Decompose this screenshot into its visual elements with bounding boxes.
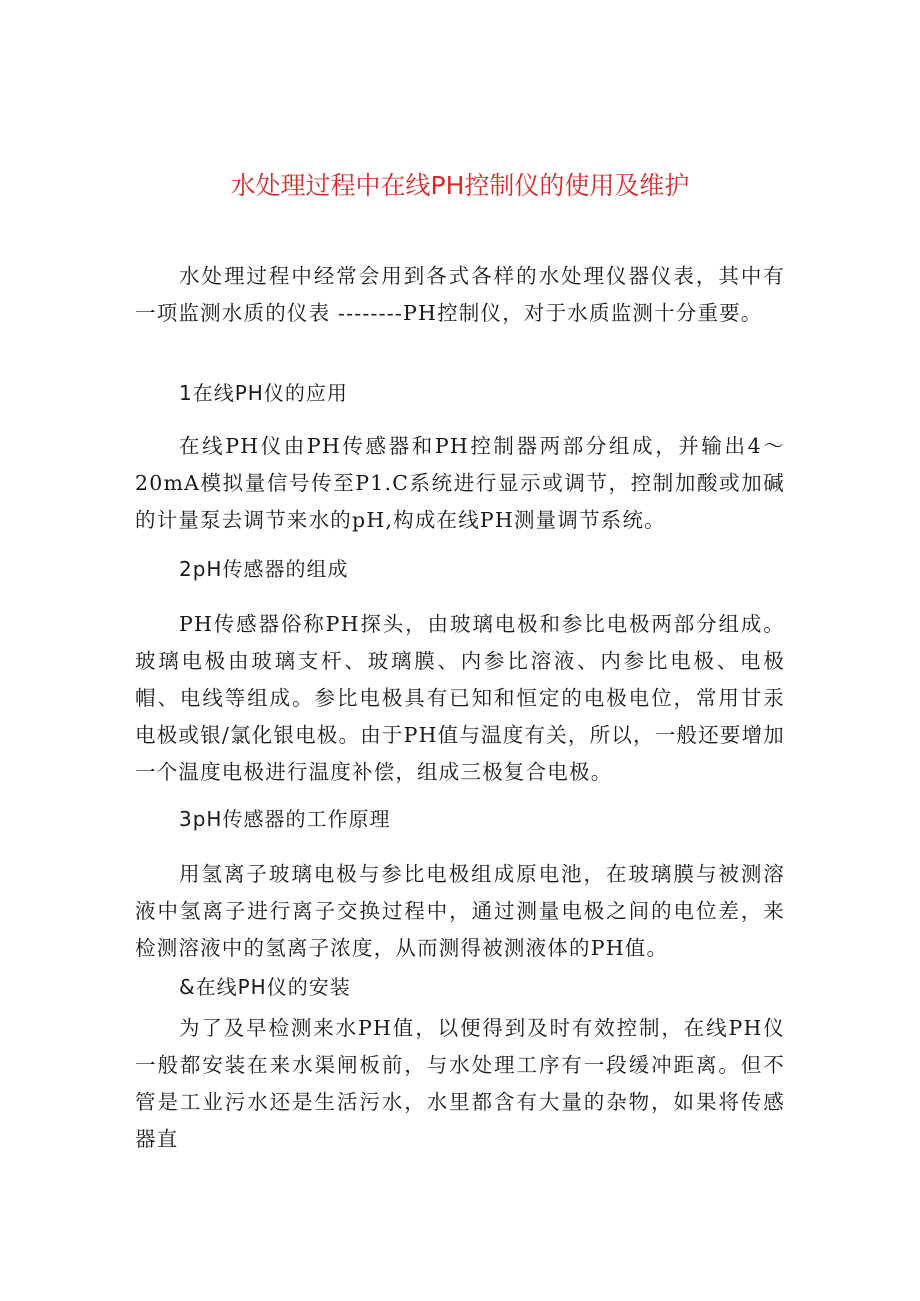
section-heading-principle: 3pH传感器的工作原理 (179, 807, 391, 831)
section-text-principle: 用氢离子玻璃电极与参比电极组成原电池，在玻璃膜与被测溶液中氢离子进行离子交换过程中，通过测量电极之间的电位差，来检测溶液中的氢离子浓度，从而测得被测液体的PH值。 (135, 862, 785, 960)
document-title: 水处理过程中在线PH控制仪的使用及维护 (230, 171, 690, 200)
section-heading-application: 1在线PH仪的应用 (179, 381, 348, 405)
intro-paragraph: 水处理过程中经常会用到各式各样的水处理仪器仪表，其中有一项监测水质的仪表 --------PH控制仪，对于水质监测十分重要。 (135, 264, 785, 325)
section-heading-installation: &在线PH仪的安装 (179, 975, 351, 999)
section-heading-composition: 2pH传感器的组成 (179, 557, 349, 581)
section-text-installation: 为了及早检测来水PH值，以便得到及时有效控制，在线PH仪一般都安装在来水渠闸板前，与水处理工序有一段缓冲距离。但不管是工业污水还是生活污水，水里都含有大量的杂物，如果将传感器直 (135, 1016, 785, 1151)
section-text-composition: PH传感器俗称PH探头，由玻璃电极和参比电极两部分组成。玻璃电极由玻璃支杆、玻璃膜、内参比溶液、内参比电极、电极帽、电线等组成。参比电极具有已知和恒定的电极电位，常用甘汞电极或银/氯化银电极。由于PH值与温度有关，所以，一般还要增加一个温度电极进行温度补偿，组成三极复合电极。 (135, 612, 785, 784)
section-text-application: 在线PH仪由PH传感器和PH控制器两部分组成，并输出4～20mA模拟量信号传至P1.C系统进行显示或调节，控制加酸或加碱的计量泵去调节来水的pH,构成在线PH测量调节系统。 (135, 434, 785, 532)
